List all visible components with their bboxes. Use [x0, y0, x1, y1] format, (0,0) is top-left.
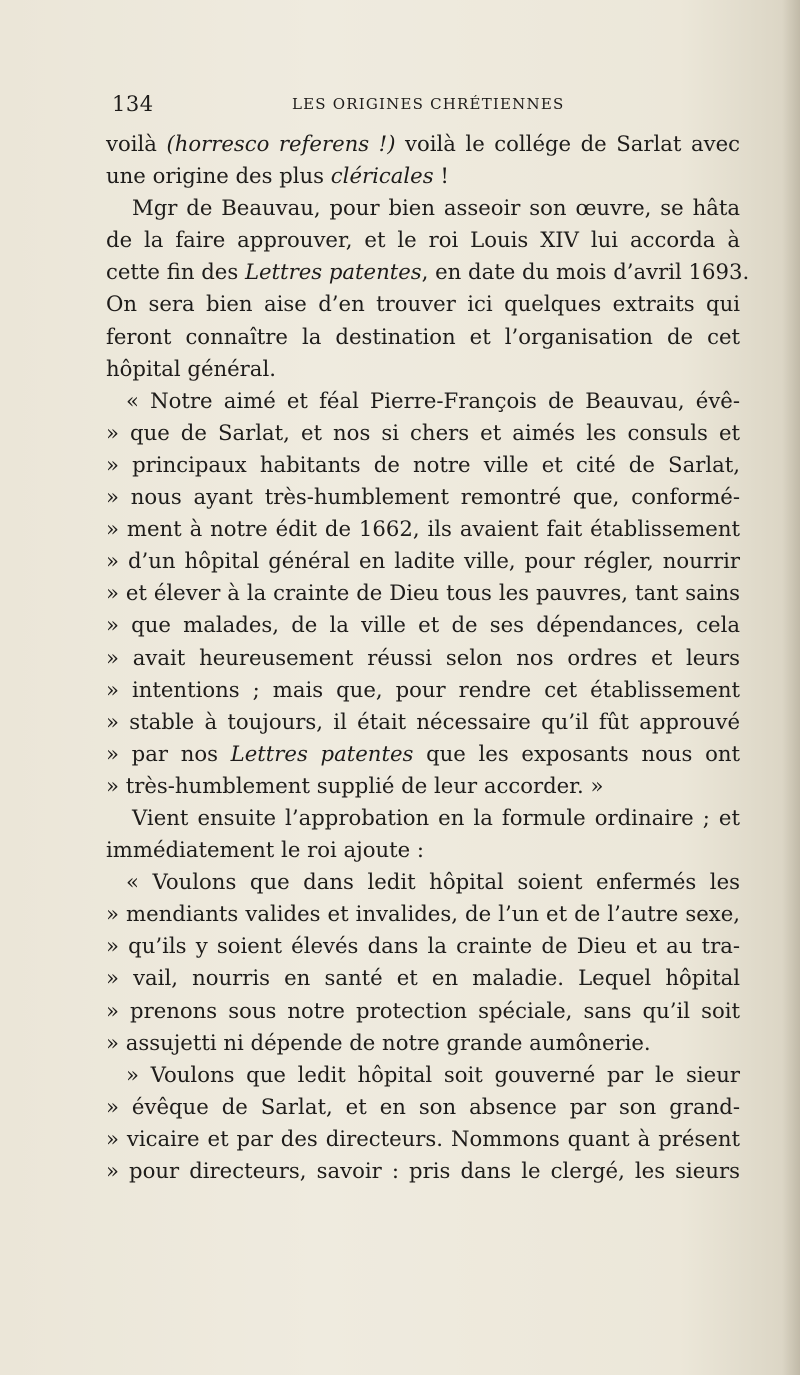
- text-line: feront connaître la destination et l’organisation de cet: [106, 323, 740, 349]
- page-edge-shadow: [782, 0, 800, 1375]
- text-line: Mgr de Beauvau, pour bien asseoir son œuvre, se hâta: [132, 195, 740, 221]
- text-line: » vicaire et par des directeurs. Nommons quant à présent: [106, 1125, 740, 1151]
- text-line: » que de Sarlat, et nos si chers et aimés les consuls et: [106, 419, 740, 445]
- text-line: » très-humblement supplié de leur accorder. »: [106, 772, 604, 798]
- text-line: immédiatement le roi ajoute :: [106, 837, 425, 863]
- text-line: » vail, nourris en santé et en maladie. Lequel hôpital: [106, 965, 740, 991]
- text-line: » intentions ; mais que, pour rendre cet établissement: [106, 676, 740, 702]
- running-title: LES ORIGINES CHRÉTIENNES: [292, 95, 565, 113]
- text-line: Vient ensuite l’approbation en la formule ordinaire ; et: [132, 804, 740, 830]
- text-line: » évêque de Sarlat, et en son absence par son grand-: [106, 1093, 740, 1119]
- text-line: » mendiants valides et invalides, de l’un et de l’autre sexe,: [106, 901, 740, 927]
- text-line: » que malades, de la ville et de ses dépendances, cela: [106, 612, 740, 638]
- body-text: [106, 128, 750, 1187]
- text-line: voilà (horresco referens !) voilà le collége de Sarlat avec: [106, 131, 740, 156]
- page-header: [112, 92, 742, 122]
- page-number: 134: [112, 92, 154, 116]
- text-line: » principaux habitants de notre ville et cité de Sarlat,: [106, 451, 740, 477]
- text-line: » Voulons que ledit hôpital soit gouverné par le sieur: [126, 1061, 740, 1087]
- text-line: cette fin des Lettres patentes, en date du mois d’avril 1693.: [106, 259, 750, 285]
- text-line: On sera bien aise d’en trouver ici quelques extraits qui: [106, 291, 740, 317]
- text-line: » stable à toujours, il était nécessaire qu’il fût approuvé: [106, 708, 740, 734]
- text-line: » ment à notre édit de 1662, ils avaient fait établissement: [106, 516, 740, 542]
- text-line: » d’un hôpital général en ladite ville, pour régler, nourrir: [106, 548, 740, 574]
- text-line: « Voulons que dans ledit hôpital soient enfermés les: [126, 869, 740, 895]
- text-line: une origine des plus cléricales !: [106, 163, 449, 189]
- text-line: » qu’ils y soient élevés dans la crainte de Dieu et au tra-: [106, 933, 740, 959]
- text-line: » nous ayant très-humblement remontré que, conformé-: [106, 484, 740, 510]
- text-line: « Notre aimé et féal Pierre-François de Beauvau, évê-: [126, 387, 740, 413]
- text-line: » pour directeurs, savoir : pris dans le clergé, les sieurs: [106, 1158, 740, 1183]
- text-line: » prenons sous notre protection spéciale, sans qu’il soit: [106, 997, 740, 1023]
- text-line: » et élever à la crainte de Dieu tous les pauvres, tant sains: [106, 580, 740, 606]
- text-line: » avait heureusement réussi selon nos ordres et leurs: [106, 644, 740, 670]
- text-line: de la faire approuver, et le roi Louis XIV lui accorda à: [106, 227, 740, 253]
- text-line: » assujetti ni dépende de notre grande aumônerie.: [106, 1029, 651, 1055]
- text-line: hôpital général.: [106, 355, 276, 381]
- text-line: » par nos Lettres patentes que les exposants nous ont: [106, 740, 741, 766]
